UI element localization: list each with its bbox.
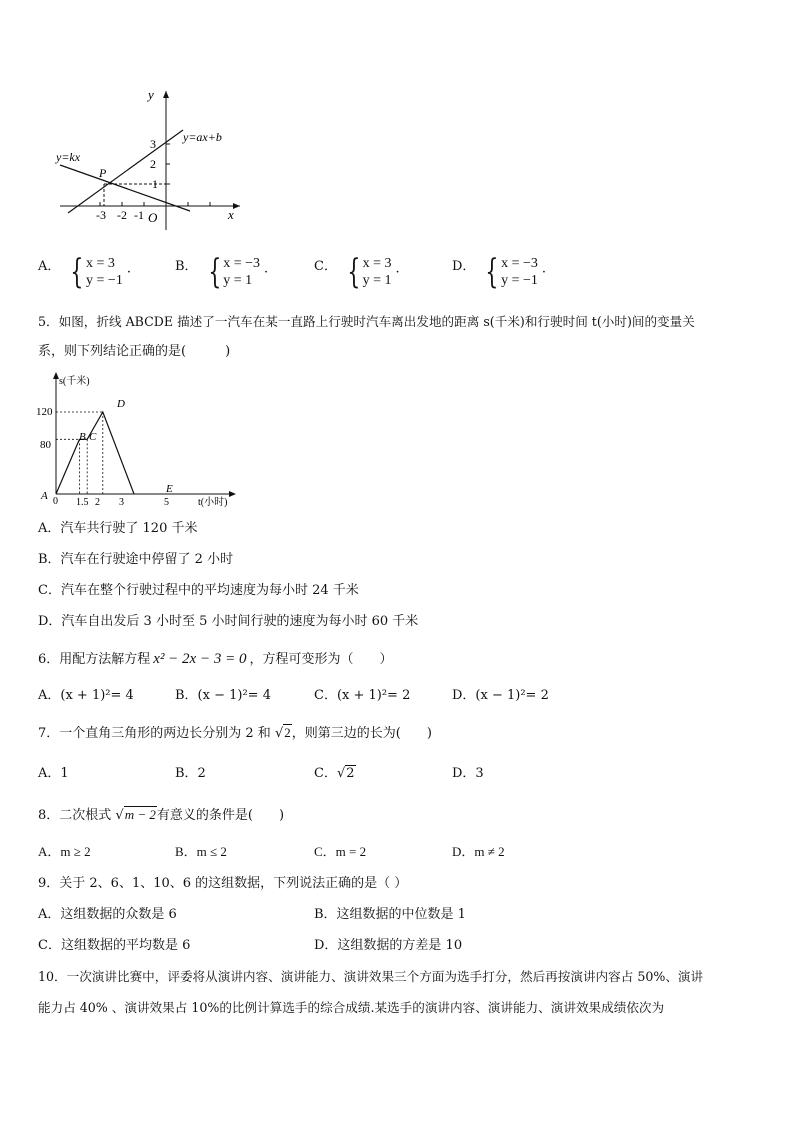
q8-prefix: 8．二次根式 bbox=[38, 808, 112, 823]
sqrt-expression: √2 bbox=[336, 766, 355, 781]
option-letter: D． bbox=[452, 259, 476, 274]
point-e-label: E bbox=[166, 483, 173, 495]
q5-option-a: A．汽车共行驶了 120 千米 bbox=[38, 521, 198, 536]
distance-time-chart bbox=[36, 368, 241, 513]
y-tick-120: 120 bbox=[36, 406, 53, 418]
sys-y: y = −1 bbox=[86, 273, 123, 288]
q10-stem-line1: 10．一次演讲比赛中，评委将从演讲内容、演讲能力、演讲效果三个方面为选手打分，然后再按演讲内容占 50%、演讲 bbox=[38, 969, 704, 984]
linear-functions-graph bbox=[40, 85, 250, 235]
q9-option-b: B．这组数据的中位数是 1 bbox=[314, 907, 466, 922]
sys-x: x = 3 bbox=[86, 256, 115, 271]
option-letter: C． bbox=[314, 259, 337, 274]
q5-stem-line1: 5．如图，折线 ABCDE 描述了一汽车在某一直路上行驶时汽车离出发地的距离 s(千米)和行驶时间 t(小时)间的变量关 bbox=[38, 314, 695, 329]
q5-option-b: B．汽车在行驶途中停留了 2 小时 bbox=[38, 552, 234, 567]
q4-option-b: B． { x = −3 y = 1 · bbox=[175, 252, 269, 292]
tick-y-1: 1 bbox=[152, 177, 158, 191]
q6-equation: x² − 2x − 3 = 0 bbox=[153, 651, 247, 667]
q9-option-d: D．这组数据的方差是 10 bbox=[314, 938, 463, 953]
q7-suffix: ，则第三边的长为( ) bbox=[291, 726, 432, 741]
q6-option-d: D．(x − 1)²= 2 bbox=[452, 688, 549, 703]
sys-y: y = 1 bbox=[223, 273, 253, 288]
q6-stem bbox=[38, 649, 392, 670]
y-axis-label: y bbox=[148, 87, 154, 102]
x-tick-0: 0 bbox=[53, 496, 58, 507]
tick-y-2: 2 bbox=[150, 157, 156, 171]
y-axis-label: s(千米) bbox=[59, 376, 90, 387]
point-c-label: C bbox=[89, 431, 97, 443]
q5-option-c: C．汽车在整个行驶过程中的平均速度为每小时 24 千米 bbox=[38, 583, 359, 598]
q8-option-a: A．m ≥ 2 bbox=[38, 844, 91, 859]
sys-x: x = 3 bbox=[362, 256, 392, 271]
tick-x-neg1: -1 bbox=[134, 208, 144, 222]
q5-stem-line2: 系，则下列结论正确的是( ) bbox=[38, 344, 231, 359]
x-tick-2: 2 bbox=[95, 497, 100, 508]
q7-prefix: 7．一个直角三角形的两边长分别为 2 和 bbox=[38, 726, 271, 741]
tick-x-neg2: -2 bbox=[117, 208, 127, 222]
option-letter: C． bbox=[314, 766, 337, 781]
sqrt-expression: √m − 2 bbox=[115, 807, 156, 823]
q6-prefix: 6．用配方法解方程 bbox=[38, 652, 151, 667]
q7-option-a: A．1 bbox=[38, 766, 69, 781]
q9-stem: 9．关于 2、6、1、10、6 的这组数据，下列说法正确的是（ ） bbox=[38, 876, 408, 891]
tick-y-3: 3 bbox=[150, 137, 156, 151]
sys-y: y = −1 bbox=[501, 273, 538, 288]
q5-option-d: D．汽车自出发后 3 小时至 5 小时间行驶的速度为每小时 60 千米 bbox=[38, 614, 419, 629]
tick-x-neg3: -3 bbox=[96, 208, 106, 222]
q4-option-d: D． { x = −3 y = −1 · bbox=[452, 252, 547, 292]
point-p-label: P bbox=[99, 166, 107, 180]
q6-option-b: B．(x − 1)²= 4 bbox=[175, 688, 271, 703]
x-tick-1.5: 1.5 bbox=[76, 497, 89, 508]
x-tick-3: 3 bbox=[119, 497, 124, 508]
x-axis-label: x bbox=[228, 207, 234, 222]
q7-stem bbox=[38, 723, 432, 744]
q6-option-c: C．(x + 1)²= 2 bbox=[314, 688, 411, 703]
point-a-label: A bbox=[41, 490, 48, 502]
q8-suffix: 有意义的条件是( ) bbox=[156, 808, 285, 823]
line1-label: y=ax+b bbox=[183, 130, 222, 144]
sys-y: y = 1 bbox=[362, 273, 392, 288]
q4-option-c: C． { x = 3 y = 1 · bbox=[314, 252, 400, 292]
series-line bbox=[56, 412, 134, 494]
point-b-label: B bbox=[79, 431, 86, 443]
q7-option-c bbox=[314, 764, 356, 784]
q8-stem bbox=[38, 805, 284, 826]
q9-option-a: A．这组数据的众数是 6 bbox=[38, 907, 177, 922]
q8-option-c: C．m = 2 bbox=[314, 844, 367, 859]
x-axis-label: t(小时) bbox=[198, 497, 228, 508]
q7-option-b: B．2 bbox=[175, 766, 206, 781]
option-letter: A． bbox=[38, 259, 61, 274]
sqrt-expression: √2 bbox=[274, 725, 291, 741]
q8-option-d: D．m ≠ 2 bbox=[452, 844, 505, 859]
q6-option-a: A．(x + 1)²= 4 bbox=[38, 688, 134, 703]
q4-option-a: A． { x = 3 y = −1 · bbox=[38, 252, 131, 292]
sys-x: x = −3 bbox=[223, 256, 260, 271]
q8-option-b: B．m ≤ 2 bbox=[175, 844, 227, 859]
x-tick-5: 5 bbox=[164, 497, 169, 508]
origin-label: O bbox=[148, 210, 158, 225]
q9-option-c: C．这组数据的平均数是 6 bbox=[38, 938, 191, 953]
line2-label: y=kx bbox=[56, 150, 81, 164]
sys-x: x = −3 bbox=[501, 256, 538, 271]
option-letter: B． bbox=[175, 259, 198, 274]
q10-stem-line2: 能力占 40% 、演讲效果占 10%的比例计算选手的综合成绩.某选手的演讲内容、演讲能力、演讲效果成绩依次为 bbox=[38, 1000, 665, 1015]
y-tick-80: 80 bbox=[40, 439, 51, 451]
point-d-label: D bbox=[117, 398, 125, 410]
q7-option-d: D．3 bbox=[452, 766, 484, 781]
q6-suffix: ，方程可变形为（ ） bbox=[249, 652, 393, 667]
